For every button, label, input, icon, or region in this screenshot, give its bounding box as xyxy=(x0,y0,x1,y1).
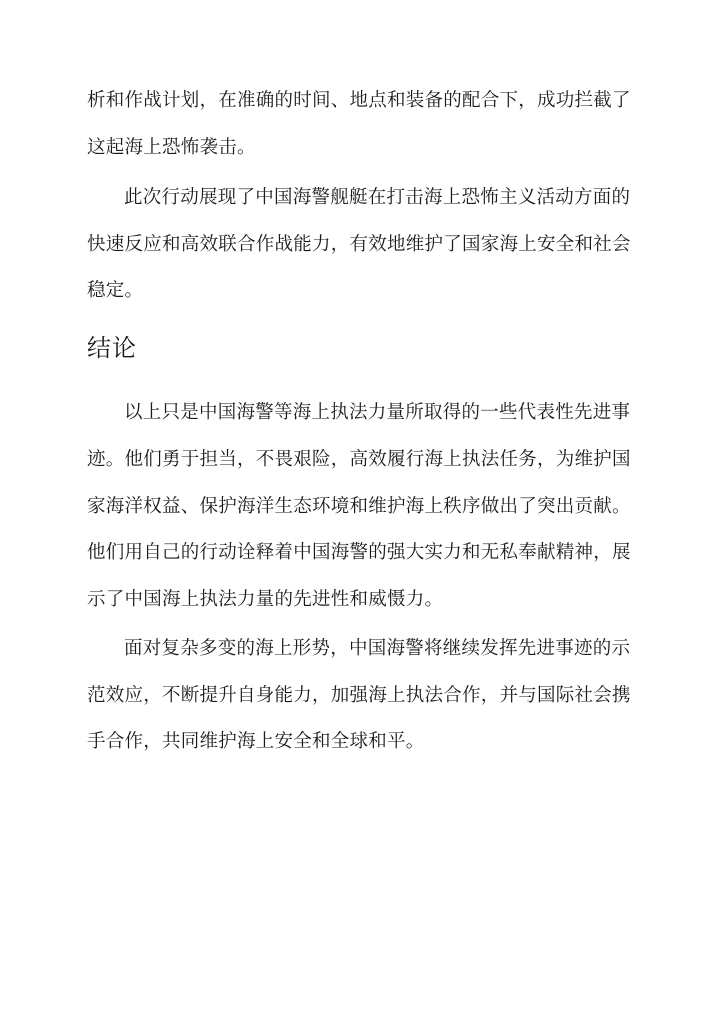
paragraph-line: 面对复杂多变的海上形势，中国海警将继续发挥先进事迹的示 xyxy=(124,638,631,659)
section-heading: 结论 xyxy=(87,334,137,362)
paragraph-line: 迹。他们勇于担当，不畏艰险，高效履行海上执法任务，为维护国 xyxy=(87,449,631,470)
paragraph-line: 范效应，不断提升自身能力，加强海上执法合作，并与国际社会携 xyxy=(87,685,631,706)
paragraph-line: 示了中国海上执法力量的先进性和威慑力。 xyxy=(87,589,444,610)
paragraph-line: 他们用自己的行动诠释着中国海警的强大实力和无私奉献精神，展 xyxy=(87,542,631,563)
paragraph-line: 快速反应和高效联合作战能力，有效地维护了国家海上安全和社会 xyxy=(87,234,631,255)
paragraph-line: 这起海上恐怖袭击。 xyxy=(87,137,256,158)
paragraph-line: 析和作战计划，在准确的时间、地点和装备的配合下，成功拦截了 xyxy=(87,90,631,111)
paragraph-line: 手合作，共同维护海上安全和全球和平。 xyxy=(87,731,425,752)
paragraph-line: 此次行动展现了中国海警舰艇在打击海上恐怖主义活动方面的 xyxy=(124,187,631,208)
paragraph-line: 家海洋权益、保护海洋生态环境和维护海上秩序做出了突出贡献。 xyxy=(87,496,631,517)
paragraph-line: 稳定。 xyxy=(87,280,144,301)
paragraph-line: 以上只是中国海警等海上执法力量所取得的一些代表性先进事 xyxy=(124,402,631,423)
